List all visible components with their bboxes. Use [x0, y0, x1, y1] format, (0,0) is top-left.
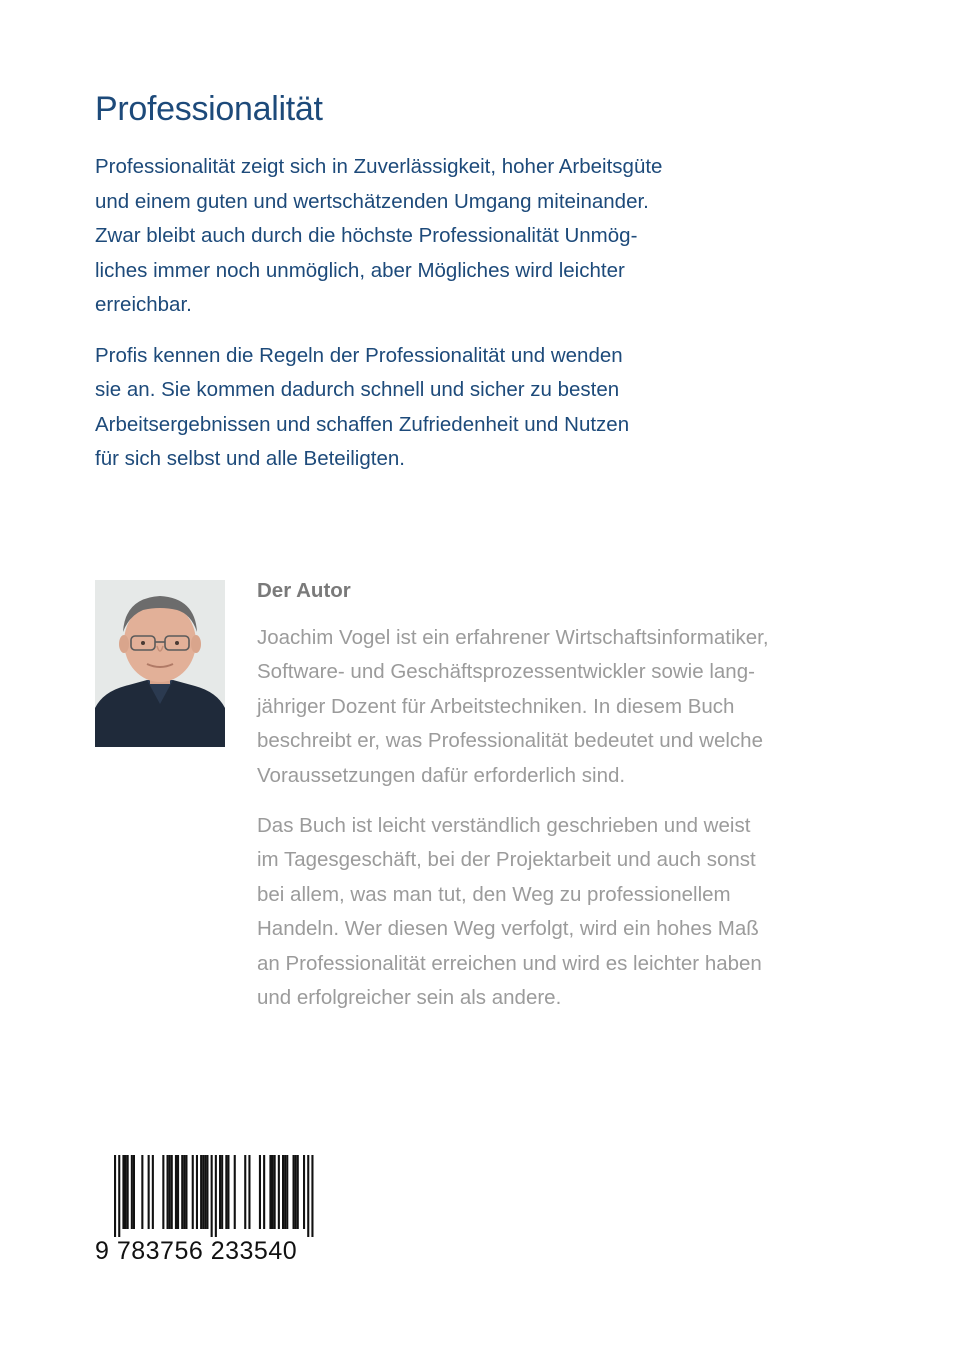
text-line: und erfolgreicher sein als andere.: [257, 986, 562, 1010]
text-line: Profis kennen die Regeln der Professionalität und wenden: [95, 343, 623, 367]
text-line: für sich selbst und alle Beteiligten.: [95, 447, 405, 470]
text-line: beschreibt er, was Professionalität bedeutet und welche: [257, 729, 763, 753]
barcode-bar: [177, 1155, 179, 1229]
barcode-bar: [278, 1155, 280, 1229]
barcode-bar: [167, 1155, 169, 1229]
text-line: Zwar bleibt auch durch die höchste Professionalität Unmög-: [95, 224, 638, 247]
barcode-bar: [181, 1155, 183, 1229]
barcode: [95, 1155, 320, 1267]
text-line: Arbeitsergebnissen und schaffen Zufriedenheit und Nutzen: [95, 412, 630, 436]
barcode-bar: [248, 1155, 250, 1229]
barcode-bar: [114, 1155, 116, 1237]
page-title: Professionalität: [95, 90, 323, 128]
barcode-bar: [202, 1155, 204, 1229]
barcode-bar: [211, 1155, 213, 1237]
barcode-bar: [282, 1155, 284, 1229]
barcode-bar: [307, 1155, 309, 1237]
barcode-bar: [284, 1155, 286, 1229]
barcode-bar: [148, 1155, 150, 1229]
text-line: Professionalität zeigt sich in Zuverlässigkeit, hoher Arbeitsgüte: [95, 155, 663, 178]
barcode-bar: [219, 1155, 221, 1229]
text-line: und einem guten und wertschätzenden Umgang miteinander.: [95, 189, 649, 213]
author-photo: [95, 580, 225, 747]
barcode-bar: [122, 1155, 124, 1229]
text-line: erreichbar.: [95, 293, 192, 316]
intro-text: [95, 150, 695, 493]
text-line: bei allem, was man tut, den Weg zu professionellem: [257, 882, 731, 906]
barcode-bar: [259, 1155, 261, 1229]
barcode-bar: [141, 1155, 143, 1229]
barcode-bar: [192, 1155, 194, 1229]
intro-paragraph-2: [95, 339, 695, 477]
barcode-bar: [234, 1155, 236, 1229]
barcode-bar: [118, 1155, 120, 1237]
barcode-bar: [171, 1155, 173, 1229]
barcode-bar: [183, 1155, 185, 1229]
barcode-bars-icon: [95, 1155, 320, 1237]
text-line: liches immer noch unmöglich, aber Mögliches wird leichter: [95, 258, 625, 282]
text-line: Joachim Vogel ist ein erfahrener Wirtschaftsinformatiker,: [257, 626, 769, 649]
text-line: jähriger Dozent für Arbeitstechniken. In diesem Buch: [257, 694, 735, 718]
barcode-bar: [221, 1155, 223, 1229]
text-line: sie an. Sie kommen dadurch schnell und sicher zu besten: [95, 378, 620, 401]
barcode-bar: [227, 1155, 229, 1229]
barcode-bar: [286, 1155, 288, 1229]
barcode-bar: [274, 1155, 276, 1229]
barcode-bar: [244, 1155, 246, 1229]
barcode-bar: [206, 1155, 208, 1229]
text-line: im Tagesgeschäft, bei der Projektarbeit und auch sonst: [257, 848, 756, 872]
text-line: Software- und Geschäftsprozessentwickler sowie lang-: [257, 660, 755, 684]
barcode-bar: [293, 1155, 295, 1229]
author-section: [257, 575, 817, 1031]
text-line: Das Buch ist leicht verständlich geschrieben und weist: [257, 814, 751, 838]
barcode-bar: [297, 1155, 299, 1229]
barcode-digits: 9 783756 233540: [95, 1237, 298, 1265]
barcode-bar: [215, 1155, 217, 1237]
text-line: an Professionalität erreichen und wird es leichter haben: [257, 951, 762, 975]
barcode-bar: [263, 1155, 265, 1229]
author-portrait-icon: [95, 580, 225, 747]
barcode-bar: [200, 1155, 202, 1229]
barcode-bar: [225, 1155, 227, 1229]
barcode-bar: [196, 1155, 198, 1229]
barcode-bar: [185, 1155, 187, 1229]
barcode-bar: [125, 1155, 127, 1229]
author-paragraph-1: [257, 621, 817, 793]
barcode-bar: [272, 1155, 274, 1229]
barcode-bar: [131, 1155, 133, 1229]
text-line: Voraussetzungen dafür erforderlich sind.: [257, 763, 626, 787]
intro-paragraph-1: [95, 150, 695, 323]
author-paragraph-2: [257, 809, 817, 1015]
text-line: Handeln. Wer diesen Weg verfolgt, wird ein hohes Maß: [257, 917, 759, 941]
author-heading: Der Autor: [257, 579, 351, 602]
barcode-bar: [127, 1155, 129, 1229]
barcode-bar: [204, 1155, 206, 1229]
barcode-bar: [269, 1155, 271, 1229]
barcode-bar: [175, 1155, 177, 1229]
barcode-bar: [133, 1155, 135, 1229]
barcode-bar: [295, 1155, 297, 1229]
barcode-bar: [169, 1155, 171, 1229]
barcode-bar: [311, 1155, 313, 1237]
barcode-bar: [162, 1155, 164, 1229]
barcode-bar: [303, 1155, 305, 1229]
barcode-bar: [152, 1155, 154, 1229]
